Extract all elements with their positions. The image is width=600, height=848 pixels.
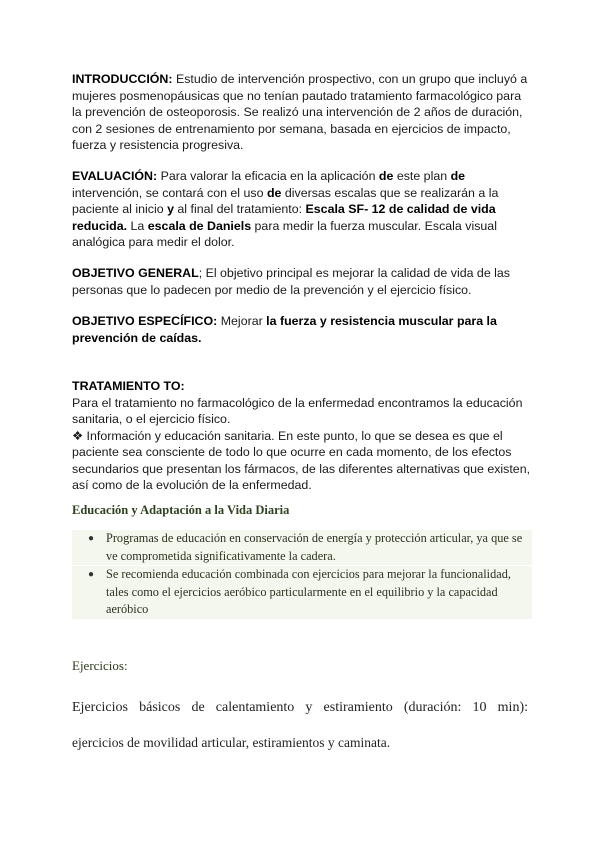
tratamiento-paragraph-2: ❖ Información y educación sanitaria. En este punto, lo que se desea es que el paciente sea consciente de todo lo que ocurre en cada momento, de los efectos secundarios que presentan los fármacos, de las diferentes alternativas que existen, así como de la evolución de la enfermedad. bbox=[72, 428, 531, 492]
objetivo-general-text: ; El objetivo principal es mejorar la calidad de vida de las personas que lo padecen por medio de la prevención y el ejercicio físico. bbox=[72, 266, 510, 297]
ejercicios-title: Ejercicios: bbox=[72, 658, 128, 673]
bullet-icon: ● bbox=[88, 533, 95, 544]
introduccion-heading: INTRODUCCIÓN: bbox=[72, 72, 173, 86]
introduccion-paragraph bbox=[72, 71, 532, 154]
evaluacion-bold-4: y bbox=[167, 202, 174, 216]
bullet-icon: ● bbox=[88, 569, 95, 580]
ejercicios-line-1: Ejercicios básicos de calentamiento y estiramiento (duración: 10 min): bbox=[72, 700, 528, 715]
list-item bbox=[72, 530, 532, 565]
tratamiento-heading: TRATAMIENTO TO: bbox=[72, 379, 185, 393]
tratamiento-section bbox=[72, 378, 532, 494]
educacion-list bbox=[72, 530, 532, 620]
evaluacion-text-2: este plan bbox=[393, 169, 451, 183]
evaluacion-bold-2: de bbox=[450, 169, 466, 183]
objetivo-general-heading: OBJETIVO GENERAL bbox=[72, 266, 199, 280]
objetivo-especifico-bold: la fuerza y resistencia muscular para la prevención de caídas. bbox=[72, 314, 497, 345]
ejercicios-line-2: ejercicios de movilidad articular, estiramientos y caminata. bbox=[72, 735, 391, 750]
evaluacion-bold-1: de bbox=[378, 169, 394, 183]
objetivo-general-paragraph bbox=[72, 265, 532, 298]
evaluacion-text-6: La bbox=[127, 218, 148, 233]
objetivo-especifico-text: Mejorar bbox=[217, 314, 267, 328]
evaluacion-text-3: intervención, se contará con el uso bbox=[72, 185, 267, 200]
evaluacion-bold-3: de bbox=[266, 185, 282, 200]
list-item bbox=[72, 566, 532, 619]
evaluacion-text-7: para medir la fuerza muscular. Escala visual analógica para medir el dolor. bbox=[72, 218, 497, 249]
evaluacion-text-5: al final del tratamiento: bbox=[173, 202, 306, 216]
objetivo-especifico-heading: OBJETIVO ESPECÍFICO: bbox=[72, 314, 218, 328]
evaluacion-paragraph bbox=[72, 168, 532, 251]
escala-daniels: escala de Daniels bbox=[147, 218, 252, 233]
list-item-text: Se recomienda educación combinada con ejercicios para mejorar la funcionalidad, tales como el ejercicios aeróbico particularmente en el equilibrio y la capacidad aeróbico bbox=[106, 567, 511, 616]
tratamiento-paragraph-1: Para el tratamiento no farmacológico de la enfermedad encontramos la educación sanitaria, o el ejercicio físico. bbox=[72, 395, 523, 426]
evaluacion-heading: EVALUACIÓN: bbox=[72, 169, 158, 183]
objetivo-especifico-paragraph bbox=[72, 313, 532, 346]
educacion-title: Educación y Adaptación a la Vida Diaria bbox=[72, 503, 290, 517]
evaluacion-text-1: Para valorar la eficacia en la aplicación bbox=[157, 169, 379, 183]
introduccion-text: Estudio de intervención prospectivo, con un grupo que incluyó a mujeres posmenopáusicas que no tenían pautado tratamiento farmacológico para la prevención de osteoporosis. Se realizó una intervención de 2 años de duración, con 2 sesiones de entrenamiento por semana, basada en ejercicios de impacto, fuerza y resistencia progresiva. bbox=[72, 72, 528, 152]
evaluacion-text-4: diversas escalas que se realizarán a la paciente al inicio bbox=[72, 185, 499, 216]
escala-sf12: Escala SF- 12 de calidad de vida reducida. bbox=[72, 202, 496, 233]
list-item-text: Programas de educación en conservación de energía y protección articular, ya que se ve comprometida significativamente la cadera. bbox=[106, 531, 523, 563]
